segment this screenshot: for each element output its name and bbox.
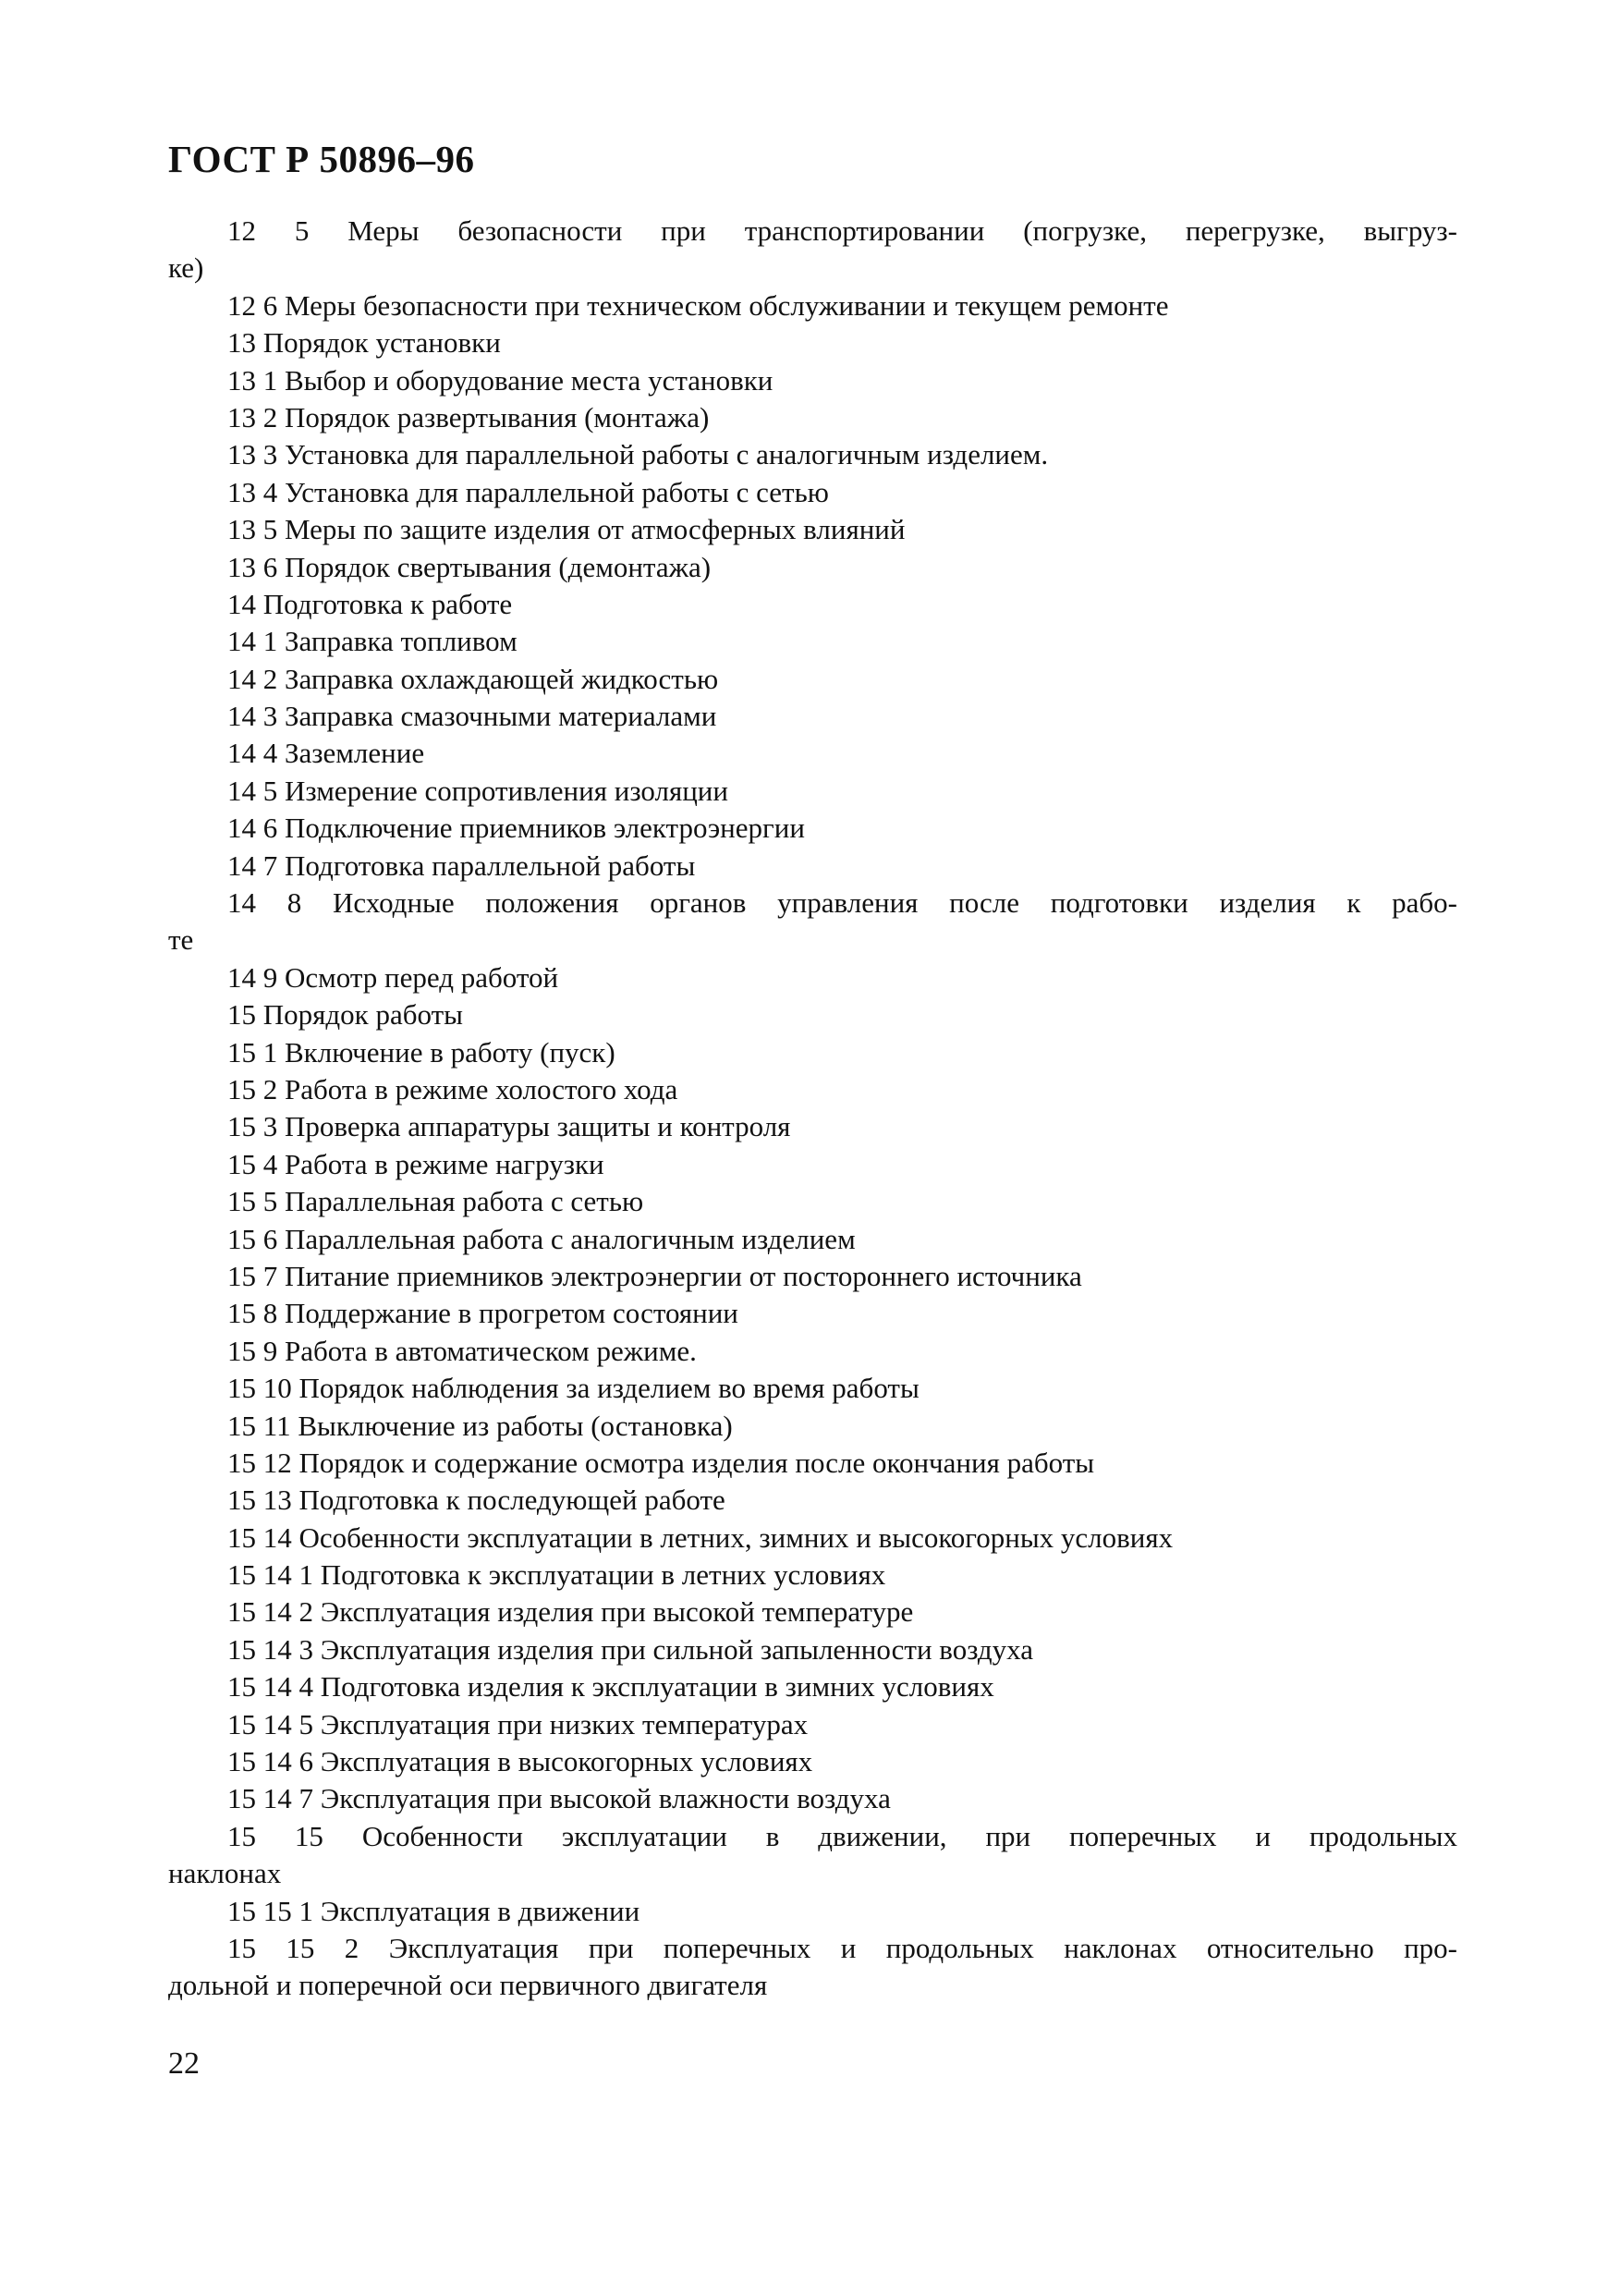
contents-line: 13 4 Установка для параллельной работы с сетью (227, 475, 829, 508)
contents-line: 13 5 Меры по защите изделия от атмосферных влияний (227, 513, 906, 546)
contents-line: 15 14 4 Подготовка изделия к эксплуатации в зимних условиях (227, 1670, 994, 1704)
contents-line: 15 3 Проверка аппаратуры защиты и контроля (227, 1110, 791, 1143)
contents-line: 15 2 Работа в режиме холостого хода (227, 1072, 678, 1105)
contents-line: 15 14 2 Эксплуатация изделия при высокой температуре (227, 1595, 914, 1629)
contents-line: 15 Порядок работы (227, 998, 463, 1032)
contents-line: 14 9 Осмотр перед работой (227, 960, 559, 994)
contents-line: 15 4 Работа в режиме нагрузки (227, 1147, 604, 1180)
contents-line: 15 10 Порядок наблюдения за изделием во время работы (227, 1372, 920, 1405)
contents-line: 15 15 2 Эксплуатация при поперечных и продольных наклонах относительно про- (227, 1931, 1457, 1964)
contents-line: 15 7 Питание приемников электроэнергии от постороннего источника (227, 1259, 1082, 1292)
contents-line: 15 15 Особенности эксплуатации в движении, при поперечных и продольных (227, 1819, 1457, 1852)
contents-line: 15 14 1 Подготовка к эксплуатации в летних условиях (227, 1558, 886, 1592)
contents-line: 15 15 1 Эксплуатация в движении (227, 1894, 640, 1927)
contents-line: 13 Порядок установки (227, 326, 501, 360)
contents-line: 12 6 Меры безопасности при техническом обслуживании и текущем ремонте (227, 288, 1169, 322)
contents-line: наклонах (168, 1857, 282, 1890)
contents-line: 13 3 Установка для параллельной работы с аналогичным изделием. (227, 438, 1049, 471)
contents-line: 15 9 Работа в автоматическом режиме. (227, 1334, 697, 1367)
contents-line: 15 6 Параллельная работа с аналогичным изделием (227, 1222, 856, 1255)
contents-line: 15 5 Параллельная работа с сетью (227, 1185, 644, 1218)
page-number: 22 (168, 2046, 200, 2081)
contents-line: 14 Подготовка к работе (227, 587, 513, 620)
contents-line: дольной и поперечной оси первичного двигателя (168, 1969, 768, 2002)
contents-line: 14 1 Заправка топливом (227, 625, 518, 658)
contents-line: 14 6 Подключение приемников электроэнергии (227, 812, 805, 845)
contents-line: 15 14 7 Эксплуатация при высокой влажности воздуха (227, 1782, 891, 1815)
contents-line: 13 1 Выбор и оборудование места установки (227, 363, 773, 397)
contents-line: 14 5 Измерение сопротивления изоляции (227, 774, 728, 807)
contents-line: 15 11 Выключение из работы (остановка) (227, 1409, 733, 1442)
contents-list (168, 213, 1457, 2005)
contents-line: 15 14 5 Эксплуатация при низких температурах (227, 1707, 809, 1740)
contents-line: 14 4 Заземление (227, 737, 425, 770)
contents-line: 15 1 Включение в работу (пуск) (227, 1035, 615, 1069)
contents-line: 14 8 Исходные положения органов управления после подготовки изделия к рабо- (227, 886, 1457, 920)
contents-line: те (168, 923, 194, 957)
contents-line: 15 13 Подготовка к последующей работе (227, 1484, 725, 1517)
contents-line: 15 14 6 Эксплуатация в высокогорных условиях (227, 1745, 813, 1778)
document-header: ГОСТ Р 50896–96 (168, 138, 475, 180)
contents-line: 14 2 Заправка охлаждающей жидкостью (227, 662, 719, 695)
contents-line: 14 7 Подготовка параллельной работы (227, 849, 696, 882)
contents-line: 14 3 Заправка смазочными материалами (227, 700, 717, 733)
contents-line: 13 2 Порядок развертывания (монтажа) (227, 400, 710, 434)
contents-line: 15 14 Особенности эксплуатации в летних, зимних и высокогорных условиях (227, 1520, 1174, 1554)
contents-line: 15 14 3 Эксплуатация изделия при сильной запыленности воздуха (227, 1632, 1034, 1666)
contents-line: ке) (168, 251, 204, 285)
contents-line: 13 6 Порядок свертывания (демонтажа) (227, 550, 712, 583)
contents-line: 15 8 Поддержание в прогретом состоянии (227, 1297, 738, 1330)
contents-line: 12 5 Меры безопасности при транспортировании (погрузке, перегрузке, выгруз- (227, 214, 1457, 247)
contents-line: 15 12 Порядок и содержание осмотра изделия после окончания работы (227, 1446, 1095, 1479)
